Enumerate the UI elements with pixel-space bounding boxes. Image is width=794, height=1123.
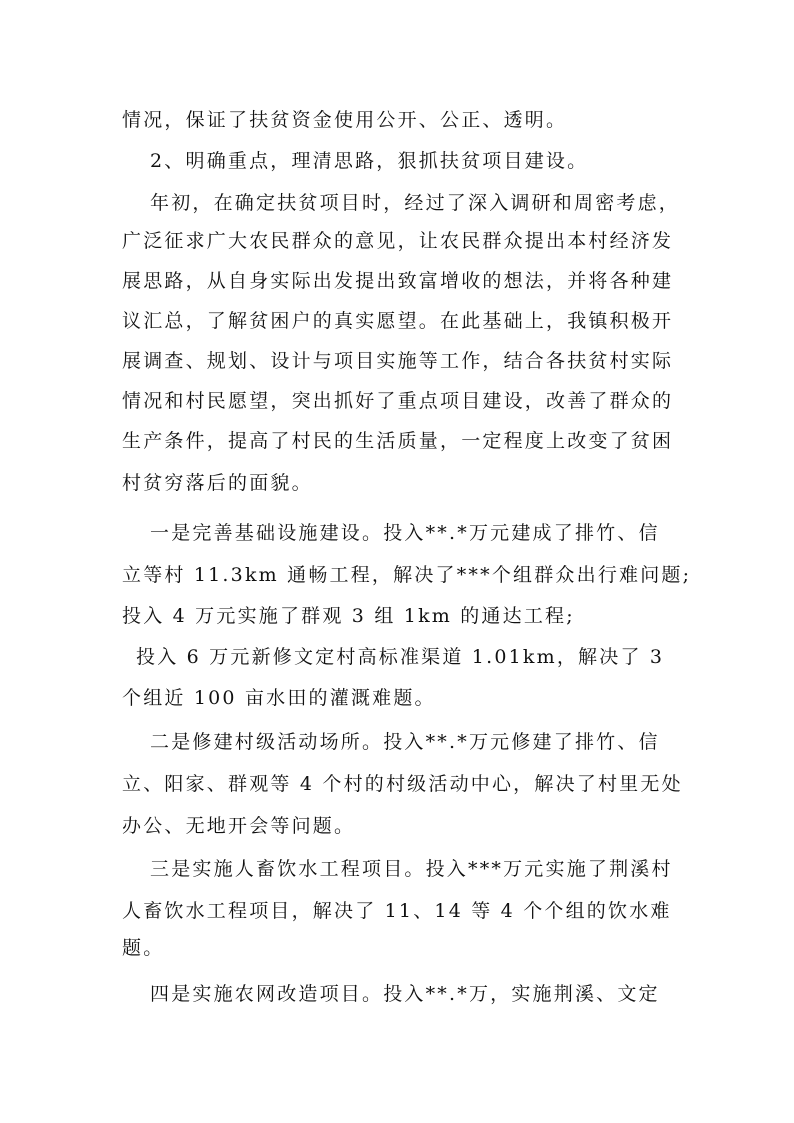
paragraph-line: 情况和村民愿望，突出抓好了重点项目建设，改善了群众的 [122,390,674,412]
paragraph-line: 二是修建村级活动场所。投入**.*万元修建了排竹、信 [150,731,660,753]
paragraph-line: 广泛征求广大农民群众的意见，让农民群众提出本村经济发 [122,230,674,252]
section-heading: 2、明确重点，理清思路，狠抓扶贫项目建设。 [150,150,589,172]
paragraph-line: 一是完善基础设施建设。投入**.*万元建成了排竹、信 [150,522,660,544]
paragraph-line: 展调查、规划、设计与项目实施等工作，结合各扶贫村实际 [122,350,674,372]
paragraph-line: 展思路，从自身实际出发提出致富增收的想法，并将各种建 [122,270,674,292]
paragraph-line: 个组近 100 亩水田的灌溉难题。 [122,687,436,709]
paragraph-line: 情况，保证了扶贫资金使用公开、公正、透明。 [122,109,568,131]
paragraph-line: 立、阳家、群观等 4 个村的村级活动中心，解决了村里无处 [122,773,683,795]
paragraph-line: 题。 [122,937,165,959]
paragraph-line: 四是实施农网改造项目。投入**.*万，实施荆溪、文定 [150,983,660,1005]
paragraph-line: 人畜饮水工程项目，解决了 11、14 等 4 个个组的饮水难 [122,900,672,922]
paragraph-line: 三是实施人畜饮水工程项目。投入***万元实施了荆溪村 [150,858,673,880]
paragraph-line: 生产条件，提高了村民的生活质量，一定程度上改变了贫困 [122,430,674,452]
paragraph-line: 办公、无地开会等问题。 [122,815,356,837]
paragraph-line: 投入 4 万元实施了群观 3 组 1km 的通达工程; [122,605,575,627]
paragraph-line: 年初，在确定扶贫项目时，经过了深入调研和周密考虑， [150,192,681,214]
paragraph-line: 立等村 11.3km 通畅工程，解决了***个组群众出行难问题; [122,564,692,586]
paragraph-line: 村贫穷落后的面貌。 [122,472,313,494]
paragraph-line: 投入 6 万元新修文定村高标准渠道 1.01km，解决了 3 [136,646,665,668]
paragraph-line: 议汇总，了解贫困户的真实愿望。在此基础上，我镇积极开 [122,310,674,332]
